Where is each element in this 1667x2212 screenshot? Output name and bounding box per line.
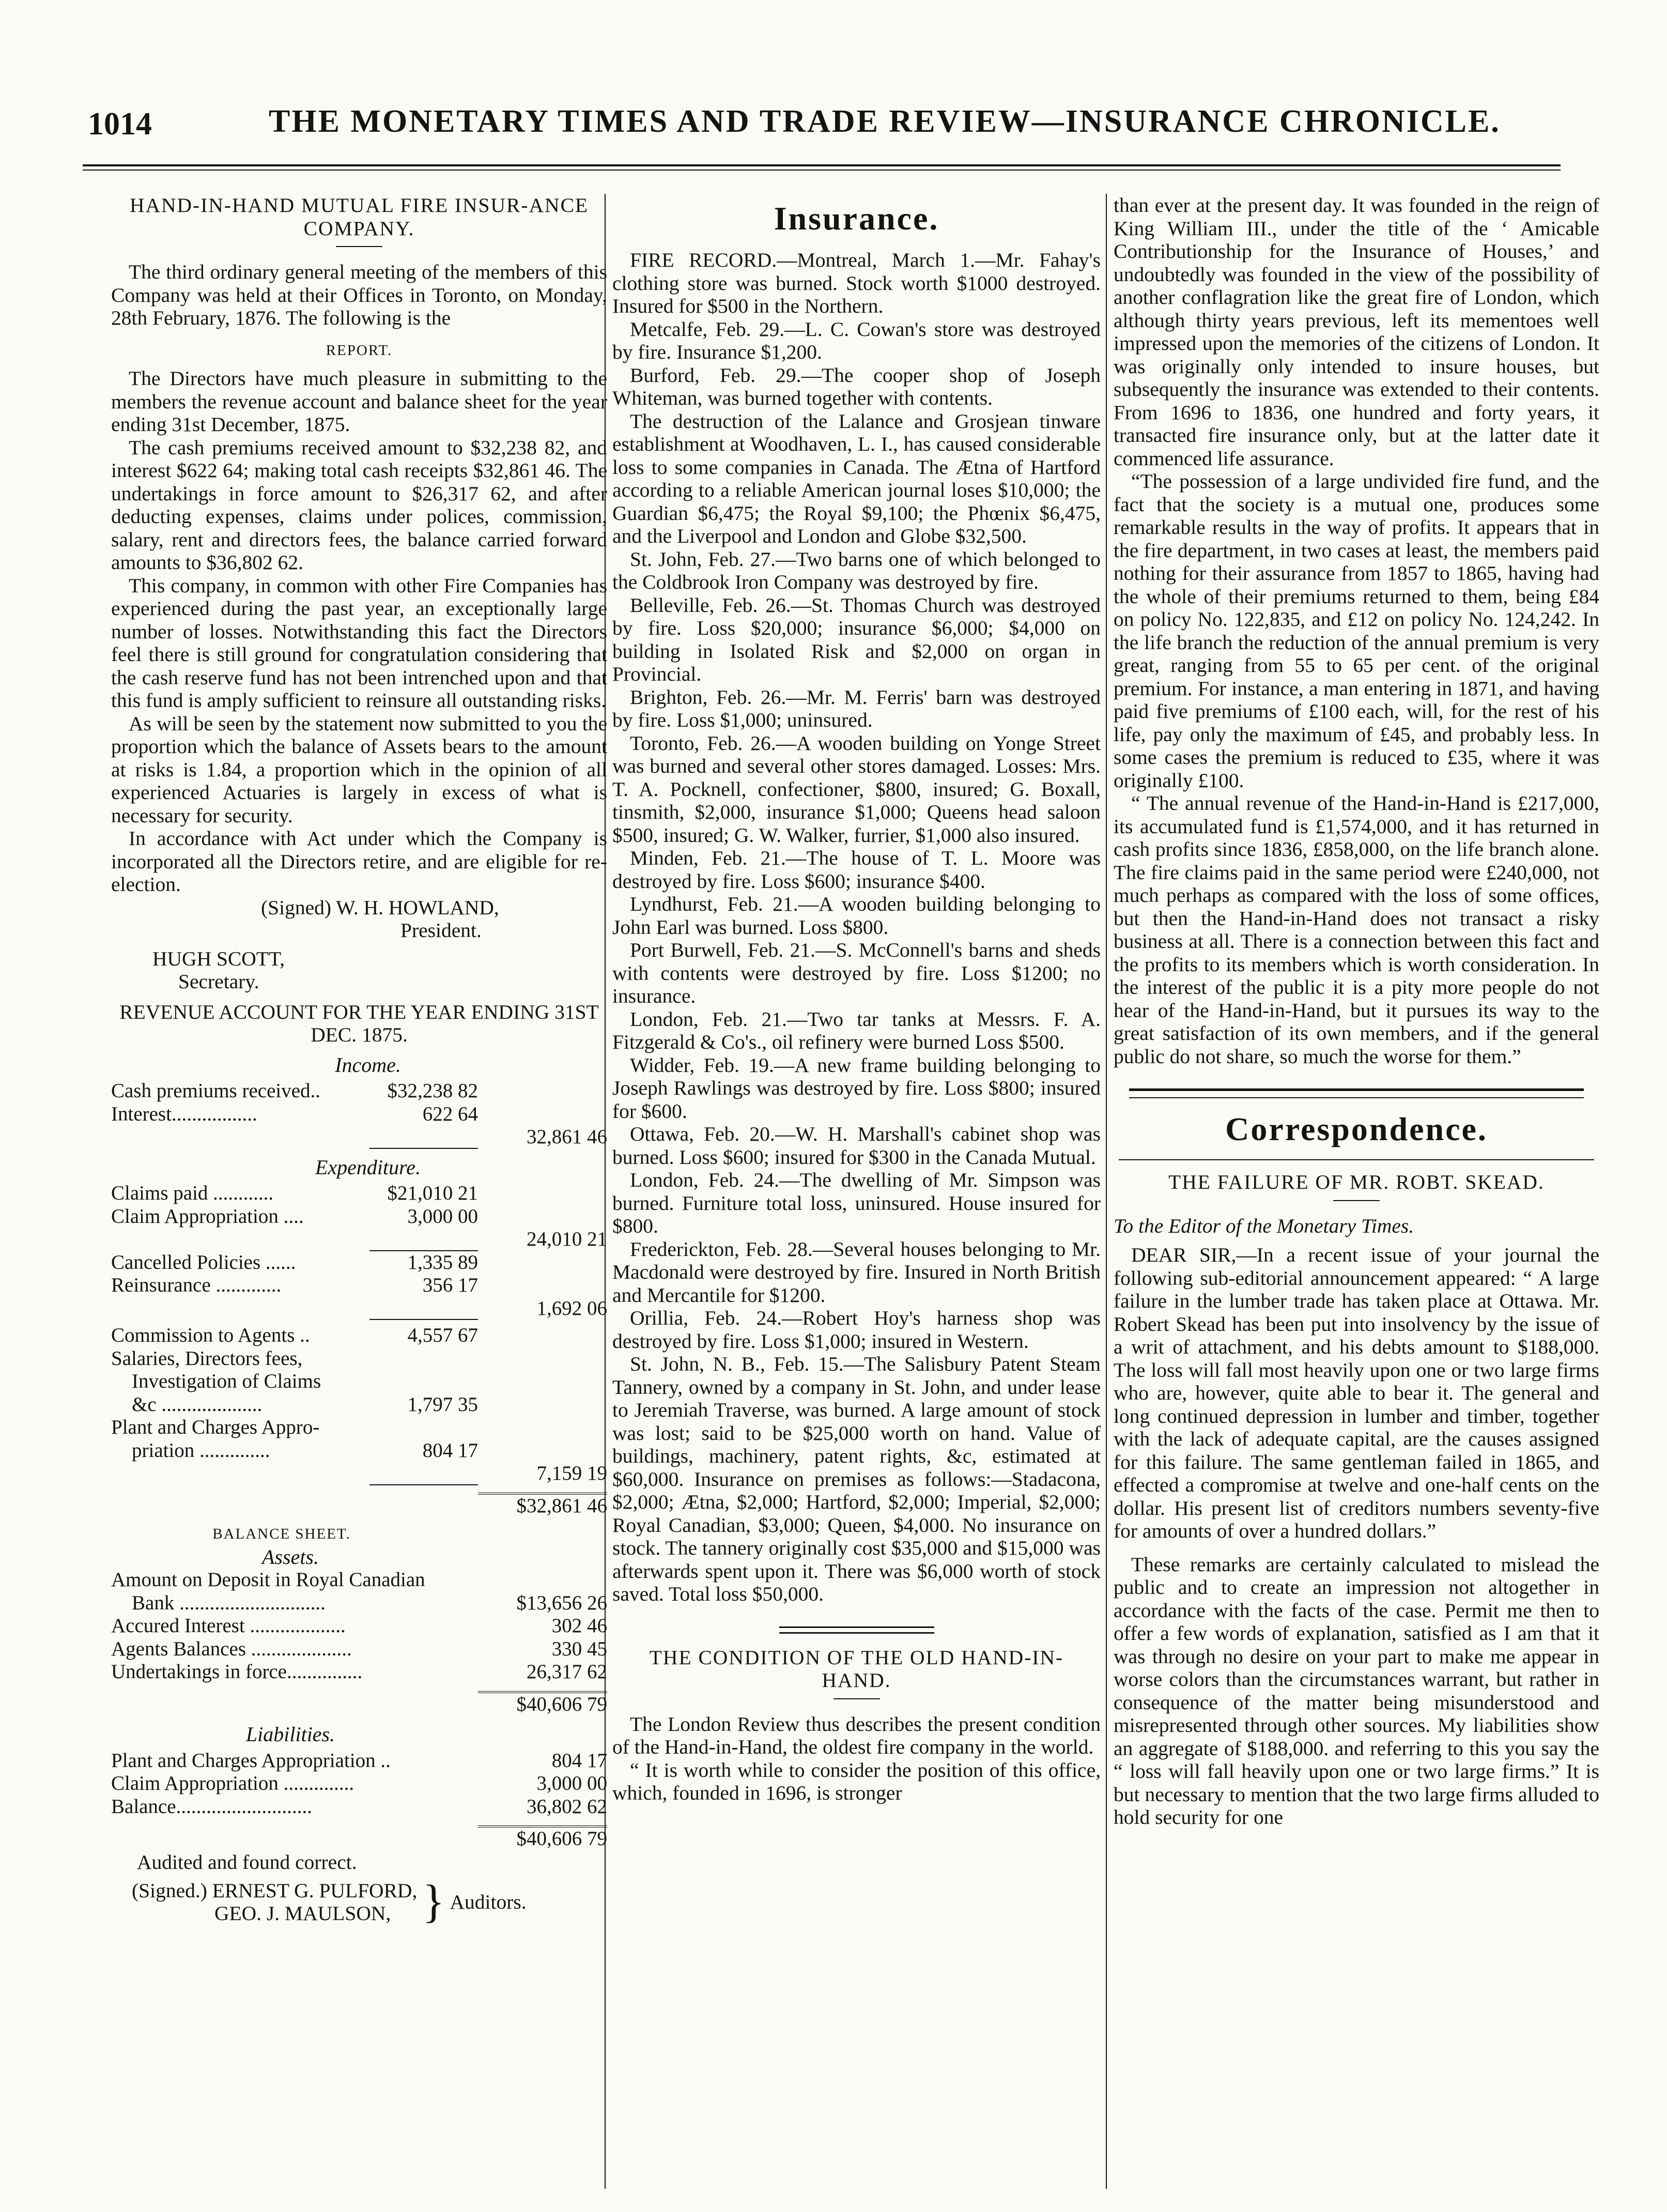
column-divider-2 <box>1106 194 1107 2189</box>
auditors-label: Auditors. <box>450 1890 527 1913</box>
to-editor: To the Editor of the Monetary Times. <box>1114 1214 1414 1237</box>
brace: } <box>422 1876 445 1927</box>
table-row: Commission to Agents .. 4,557 67 <box>111 1324 478 1346</box>
fire-record-item: Widder, Feb. 19.—A new frame building belonging to Joseph Rawlings was destroyed by fire. Loss $800; insured for $600. <box>612 1053 1101 1123</box>
condition-paragraph: “ It is worth while to consider the position of this office, which, founded in 1696, is stronger <box>612 1758 1101 1804</box>
secretary-title: Secretary. <box>178 970 259 993</box>
table-row: Plant and Charges Appropriation .. 804 17 <box>111 1749 607 1772</box>
revenue-account-title: REVENUE ACCOUNT FOR THE YEAR ENDING 31ST DEC. 1875. <box>119 1000 599 1046</box>
signed-president: (Signed) W. H. HOWLAND, <box>261 896 499 919</box>
table-row: Claims paid ............ $21,010 21 <box>111 1182 478 1204</box>
table-row: Reinsurance ............. 356 17 <box>111 1274 478 1296</box>
intro-paragraph: The third ordinary general meeting of the members of this Company was held at their Offices in Toronto, on Monday, 28th February, 1876. The following is the <box>111 260 607 329</box>
table-row: Plant and Charges Appro- <box>111 1416 320 1438</box>
column-2 <box>612 194 1101 1805</box>
auditor-name: ERNEST G. PULFORD, <box>212 1879 418 1902</box>
report-paragraph: This company, in common with other Fire Companies has experienced during the past year, an exceptionally large number of losses. Notwithstanding this fact the Directors feel there is still ground for congratulation considering that the cash reserve fund has not been intrenched upon and that this fund is amply sufficient to reinsure all outstanding risks. <box>111 574 607 712</box>
table-row: Investigation of Claims <box>132 1370 321 1392</box>
assets-total: $40,606 79 <box>478 1691 607 1716</box>
fire-record-item: St. John, Feb. 27.—Two barns one of which belonged to the Coldbrook Iron Company was destroyed by fire. <box>612 547 1101 593</box>
table-row: Claim Appropriation .... 3,000 00 <box>111 1205 478 1227</box>
column-3 <box>1114 194 1599 1829</box>
fire-record-item: Belleville, Feb. 26.—St. Thomas Church was destroyed by fire. Loss $20,000; insurance $6,000; $4,000 on building in Isolated Risk and $2,000 on organ in Provincial. <box>612 593 1101 685</box>
title-dash <box>1333 1200 1380 1201</box>
president-title: President. <box>400 919 482 942</box>
condition-continued: “ The annual revenue of the Hand-in-Hand is £217,000, its accumulated fund is £1,574,000, and it has returned in cash profits since 1836, £858,000, on the life branch alone. The fire claims paid in the same period were £240,000, not much perhaps as compared with the loss of some offices, but then the Hand-in-Hand does not transact a risky business at all. There is a connection between this fact and the profits to its members which is worth consideration. In the interest of the public it is a pity more people do not hear of the Hand-in-Hand, but it pursues its way to the great satisfaction of its own members, and if the general public do not share, so much the worse for them.” <box>1114 792 1599 1068</box>
section-rule <box>1129 1088 1584 1098</box>
table-total-row: 1,692 06 <box>111 1297 607 1320</box>
fire-record-item: Lyndhurst, Feb. 21.—A wooden building belonging to John Earl was burned. Loss $800. <box>612 893 1101 939</box>
table-row: Claim Appropriation .............. 3,000 00 <box>111 1772 607 1794</box>
fire-record-item: Minden, Feb. 21.—The house of T. L. Moore was destroyed by fire. Loss $600; insurance $400. <box>612 847 1101 893</box>
auditor-name: GEO. J. MAULSON, <box>214 1902 391 1925</box>
table-row: Bank ............................. $13,656 26 <box>132 1591 607 1614</box>
article-title-hand-in-hand: HAND-IN-HAND MUTUAL FIRE INSUR-ANCE COMPANY. <box>129 194 589 240</box>
secretary-name: HUGH SCOTT, <box>152 947 285 970</box>
table-row: Interest................. 622 64 <box>111 1102 478 1125</box>
table-row: Accured Interest ................... 302 46 <box>111 1615 607 1637</box>
liabilities-total-row <box>111 1825 607 1851</box>
header-rule-thin <box>83 170 1561 171</box>
auditor-names <box>111 1879 417 1925</box>
condition-paragraph: The London Review thus describes the present condition of the Hand-in-Hand, the oldest fire company in the world. <box>612 1712 1101 1758</box>
table-row: Amount on Deposit in Royal Canadian <box>111 1569 425 1591</box>
grand-total-row <box>111 1493 607 1518</box>
income-table <box>111 1080 607 1149</box>
income-total: 32,861 46 <box>527 1126 607 1148</box>
report-paragraph: The Directors have much pleasure in submitting to the members the revenue account and balance sheet for the year ending 31st December, 1875. <box>111 367 607 436</box>
liabilities-total: $40,606 79 <box>478 1825 607 1851</box>
report-heading: REPORT. <box>326 342 393 359</box>
liabilities-heading: Liabilities. <box>245 1723 335 1746</box>
fire-record-item: FIRE RECORD.—Montreal, March 1.—Mr. Fahay's clothing store was burned. Stock worth $1000 destroyed. Insured for $500 in the Northern. <box>612 249 1101 317</box>
condition-continued: “The possession of a large undivided fire fund, and the fact that the society is a mutual one, produces some remarkable results in the way of profits. It appears that in the fire department, in two cases at least, the members paid nothing for their assurance from 1857 to 1865, having had the whole of their premiums returned to them, being £84 on policy No. 122,835, and £12 on policy No. 124,242. In the life branch the reduction of the annual premium is very great, ranging from 55 to 65 per cent. of the original premium. For instance, a man entering in 1871, and having paid five premiums of £100 each, will, for the rest of his life, pay only the maximum of £45, and probably less. In some cases the premium is reduced to £35, where it was originally £100. <box>1114 470 1599 792</box>
assets-table <box>111 1569 607 1716</box>
table-total-row <box>111 1126 607 1149</box>
expenditure-table <box>111 1182 607 1517</box>
assets-heading: Assets. <box>262 1545 319 1569</box>
fire-record-item: Port Burwell, Feb. 21.—S. McConnell's barns and sheds with contents were destroyed by fire. Loss $1200; no insurance. <box>612 939 1101 1007</box>
fire-record-item: St. John, N. B., Feb. 15.—The Salisbury Patent Steam Tannery, owned by a company in St. John, and under lease to Jeremiah Traverse, was burned. A large amount of stock was lost; said to be $25,000 worth on hand. Value of buildings, machinery, patent rights, &c, estimated at $60,000. Insurance on premises as follows:—Stadacona, $2,000; Ætna, $2,000; Hartford, $2,000; Imperial, $2,000; Royal Canadian, $3,000; Queen, $4,000. No insurance on stock. The tannery originally cost $35,000 and $15,000 was afterwards spent upon it. There was $6,000 worth of stock saved. Total loss $50,000. <box>612 1353 1101 1605</box>
balance-sheet-heading: BALANCE SHEET. <box>212 1526 351 1542</box>
header-rule <box>83 164 1561 166</box>
liabilities-table <box>111 1749 607 1851</box>
table-total-row: 24,010 21 <box>111 1228 607 1251</box>
table-row: Salaries, Directors fees, <box>111 1347 303 1370</box>
section-rule-thin <box>1119 1159 1594 1160</box>
signed-label: (Signed.) <box>132 1879 207 1902</box>
fire-record-item: The destruction of the Lalance and Grosjean tinware establishment at Woodhaven, L. I., has caused considerable loss to some companies in Canada. The Ætna of Hartford according to a reliable American journal loses $10,000; the Guardian $6,475; the Royal $9,100; the Phœnix $6,475, and the Liverpool and London and Globe $32,500. <box>612 409 1101 547</box>
grand-total: $32,861 46 <box>478 1493 607 1518</box>
auditors-block <box>111 1876 607 1927</box>
correspondence-heading: Correspondence. <box>1225 1111 1488 1147</box>
fire-record-item: Frederickton, Feb. 28.—Several houses belonging to Mr. Macdonald were destroyed by fire. Insured in North British and Mercantile for $1200. <box>612 1237 1101 1307</box>
report-paragraph: In accordance with Act under which the Company is incorporated all the Directors retire, and are eligible for re-election. <box>111 827 607 896</box>
masthead-title: THE MONETARY TIMES AND TRADE REVIEW—INSURANCE CHRONICLE. <box>269 104 1501 139</box>
expenditure-heading: Expenditure. <box>315 1155 421 1179</box>
fire-record-item: Toronto, Feb. 26.—A wooden building on Yonge Street was burned and several other stores damaged. Losses: Mrs. T. A. Pocknell, confectioner, $800, insured; G. Boxall, tinsmith, $2,000, insurance $1,000; Queens head saloon $500, insured; G. W. Walker, furrier, $1,000 also insured. <box>612 731 1101 847</box>
audited-line: Audited and found correct. <box>137 1850 357 1873</box>
fire-record-item: London, Feb. 21.—Two tar tanks at Messrs. F. A. Fitzgerald & Co's., oil refinery were burned Loss $500. <box>612 1007 1101 1053</box>
letter-paragraph: DEAR SIR,—In a recent issue of your journal the following sub-editorial announcement appeared: “ A large failure in the lumber trade has taken place at Ottawa. Mr. Robert Skead has been put into insolvency by the issue of a writ of attachment, and his debts amount to $188,000. The loss will fall most heavily upon one or two large firms who are, however, quite able to bear it. The general and long continued depression in lumber and timber, together with the lack of adequate capital, are the causes assigned for this failure. The same gentleman failed in 1865, and effected a compromise at twelve and one-half cents on the dollar. His present list of creditors numbers seventy-five for amounts of over a hundred dollars.” <box>1114 1243 1599 1542</box>
column-1 <box>111 194 607 1925</box>
table-row: Cancelled Policies ...... 1,335 89 <box>111 1251 478 1273</box>
table-row: Undertakings in force............... 26,317 62 <box>111 1661 607 1683</box>
fire-record-item: Orillia, Feb. 24.—Robert Hoy's harness shop was destroyed by fire. Loss $1,000; insured in Western. <box>612 1307 1101 1353</box>
table-row: Cash premiums received.. $32,238 82 <box>111 1080 478 1102</box>
table-row: &c .................... 1,797 35 <box>132 1393 478 1416</box>
fire-record-item: Brighton, Feb. 26.—Mr. M. Ferris' barn was destroyed by fire. Loss $1,000; uninsured. <box>612 685 1101 731</box>
report-paragraph: As will be seen by the statement now submitted to you the proportion which the balance of Assets bears to the amount at risks is 1.84, a proportion which in the opinion of all experienced Actuaries is largely in excess of what is necessary for security. <box>111 712 607 827</box>
fire-record-item: Ottawa, Feb. 20.—W. H. Marshall's cabinet shop was burned. Loss $600; insured for $300 in the Canada Mutual. <box>612 1123 1101 1169</box>
title-dash <box>336 246 382 247</box>
table-row: Balance........................... 36,802 62 <box>111 1795 607 1818</box>
title-dash <box>834 1698 880 1699</box>
table-total-row: 7,159 19 <box>111 1462 607 1485</box>
section-rule <box>779 1626 934 1634</box>
report-paragraph: The cash premiums received amount to $32,238 82, and interest $622 64; making total cash receipts $32,861 46. The undertakings in force amount to $26,317 62, and after deducting expenses, claims under polices, commission, salary, rent and directors fees, the balance carried forward amounts to $36,802 62. <box>111 436 607 574</box>
page-number: 1014 <box>88 106 152 142</box>
income-heading: Income. <box>335 1053 401 1077</box>
fire-record-item: Burford, Feb. 29.—The cooper shop of Joseph Whiteman, was burned together with contents. <box>612 363 1101 409</box>
condition-title: THE CONDITION OF THE OLD HAND-IN-HAND. <box>649 1646 1064 1692</box>
condition-continued: than ever at the present day. It was founded in the reign of King William III., under the title of the ‘ Amicable Contributionship for the Insurance of Houses,’ and undoubtedly was founded in the view of the possibility of another conflagration like the great fire of London, which although thirty years previous, left its mementoes well impressed upon the memories of the citizens of London. It was originally only intended to insure houses, but subsequently the insurance was extended to their contents. From 1696 to 1836, one hundred and forty years, it transacted fire insurance only, but at the latter date it commenced life assurance. <box>1114 194 1599 470</box>
insurance-heading: Insurance. <box>774 200 939 237</box>
skead-title: THE FAILURE OF MR. ROBT. SKEAD. <box>1168 1171 1545 1193</box>
table-row: priation .............. 804 17 <box>132 1439 478 1462</box>
assets-total-row <box>111 1691 607 1716</box>
fire-record-item: Metcalfe, Feb. 29.—L. C. Cowan's store was destroyed by fire. Insurance $1,200. <box>612 317 1101 363</box>
letter-paragraph: These remarks are certainly calculated to mislead the public and to create an impression not altogether in accordance with the facts of the case. Permit me then to offer a few words of explanation, satisfied as I am that it was through no desire on your part to make me appear in worse colors than the circumstances warrant, but rather in consequence of the matter being misunderstood and misrepresented through other sources. My liabilities show an aggregate of $188,000. and referring to this you say the “ loss will fall heavily upon one or two large firms.” It is but necessary to mention that the two large firms alluded to hold security for one <box>1114 1553 1599 1829</box>
table-row: Agents Balances .................... 330 45 <box>111 1637 607 1660</box>
fire-record-item: London, Feb. 24.—The dwelling of Mr. Simpson was burned. Furniture total loss, uninsured. House insured for $800. <box>612 1169 1101 1237</box>
